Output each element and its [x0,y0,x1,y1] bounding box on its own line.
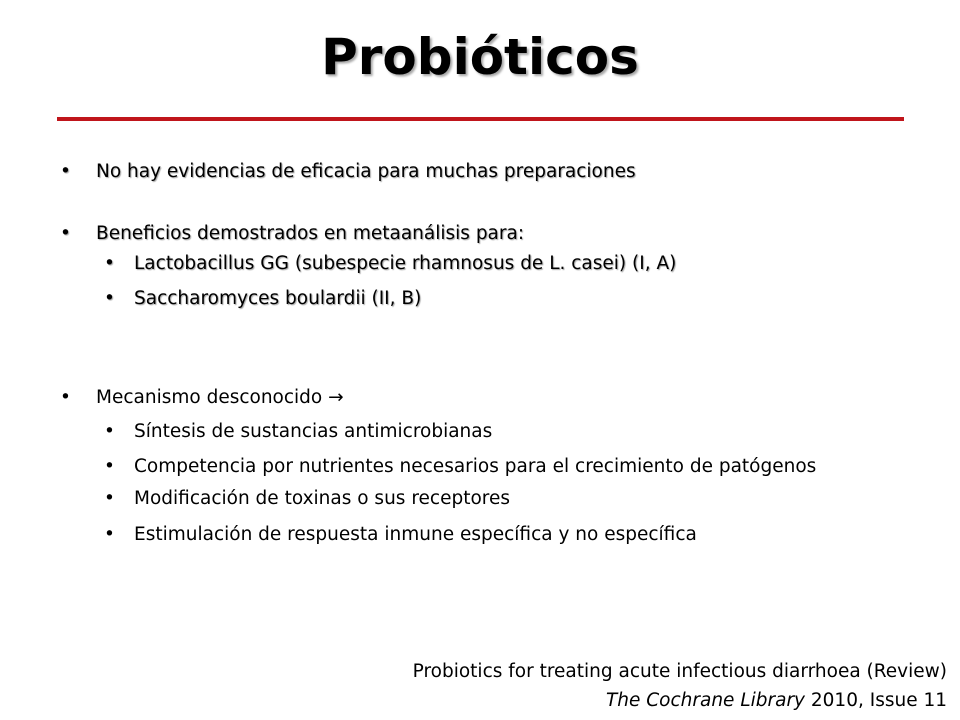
title-underline [57,117,904,121]
bullet-text: Síntesis de sustancias antimicrobianas [134,421,493,442]
sub-bullet-item [104,487,510,511]
sub-bullet-item [104,287,422,311]
bullet-text: Mecanismo desconocido [96,387,323,408]
sub-bullet-item [104,523,697,547]
bullet-text: Lactobacillus GG (subespecie rhamnosus de L. casei) (I, A) [134,253,677,274]
citation-title: Probiotics for treating acute infectious diarrhoea (Review) [412,661,947,682]
sub-bullet-item [104,455,817,479]
bullet-dot: • [104,421,115,442]
bullet-text: Beneficios demostrados en metaanálisis para: [96,223,525,244]
bullet-dot: • [60,223,71,244]
bullet-dot: • [104,253,115,274]
bullet-text: No hay evidencias de eficacia para muchas preparaciones [96,161,636,182]
bullet-dot: • [60,161,71,182]
citation-issue: 2010, Issue 11 [805,690,947,711]
bullet-text: Estimulación de respuesta inmune específica y no específica [134,524,697,545]
bullet-dot: • [104,288,115,309]
slide-title: Probióticos [321,28,639,86]
bullet-dot: • [60,387,71,408]
right-arrow-icon: → [328,387,344,408]
bullet-item [60,386,344,410]
citation-source [606,688,947,714]
bullet-dot: • [104,488,115,509]
sub-bullet-item [104,252,677,276]
bullet-text: Modificación de toxinas o sus receptores [134,488,510,509]
bullet-dot: • [104,524,115,545]
bullet-text: Saccharomyces boulardii (II, B) [134,288,422,309]
citation-journal: The Cochrane Library [605,690,806,711]
bullet-item [60,160,636,184]
bullet-text: Competencia por nutrientes necesarios para el crecimiento de patógenos [134,456,817,477]
sub-bullet-item [104,420,493,444]
bullet-dot: • [104,456,115,477]
bullet-item [60,222,525,246]
